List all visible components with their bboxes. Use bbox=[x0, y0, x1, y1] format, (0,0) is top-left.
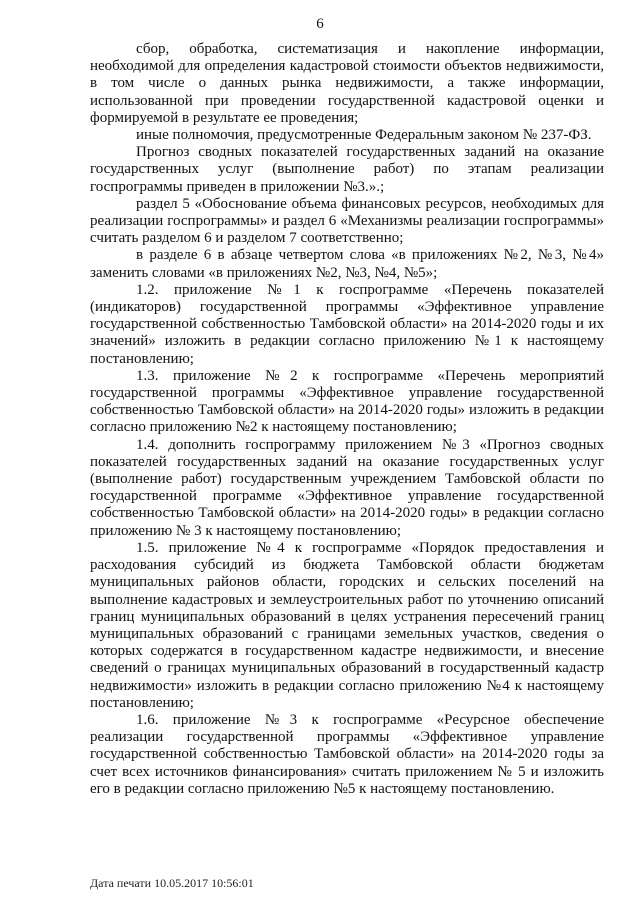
paragraph: в разделе 6 в абзаце четвертом слова «в приложениях №2, №3, №4» заменить словами «в приложениях №2, №3, №4, №5»; bbox=[90, 247, 604, 281]
paragraph: 1.5. приложение №4 к госпрограмме «Порядок предоставления и расходования субсидий из бюджета Тамбовской области бюджетам муниципальных районов области, городских и сельских поселений на выполнение кадастровых и землеустроительных работ по уточнению описаний границ муниципальных образований в целях устранения пересечений границ муниципальных образований с границами земельных участков, сведения о которых содержатся в государственном кадастре недвижимости, и внесение сведений о границах муниципальных образований в государственный кадастр недвижимости» изложить в редакции согласно приложению №4 к настоящему постановлению; bbox=[90, 539, 604, 711]
paragraph: 1.6. приложение №3 к госпрограмме «Ресурсное обеспечение реализации государственной программы «Эффективное управление государственной собственностью Тамбовской области» на 2014-2020 годы за счет всех источников финансирования» считать приложением № 5 и изложить его в редакции согласно приложению №5 к настоящему постановлению. bbox=[90, 711, 604, 797]
paragraph: Прогноз сводных показателей государственных заданий на оказание государственных услуг (выполнение работ) по этапам реализации госпрограммы приведен в приложении №3.».; bbox=[90, 144, 604, 195]
paragraph: иные полномочия, предусмотренные Федеральным законом № 237-ФЗ. bbox=[136, 127, 592, 144]
print-date-footer: Дата печати 10.05.2017 10:56:01 bbox=[90, 876, 254, 890]
paragraph: 1.3. приложение №2 к госпрограмме «Перечень мероприятий государственной программы «Эффективное управление государственной собственностью Тамбовской области» на 2014-2020 годы» изложить в редакции согласно приложению №2 к настоящему постановлению; bbox=[90, 367, 604, 436]
document-body bbox=[90, 41, 604, 798]
page-number: 6 bbox=[316, 16, 324, 32]
paragraph: раздел 5 «Обоснование объема финансовых ресурсов, необходимых для реализации госпрограммы» и раздел 6 «Механизмы реализации госпрограммы» считать разделом 6 и разделом 7 соответственно; bbox=[90, 195, 604, 247]
paragraph: 1.4. дополнить госпрограмму приложением №3 «Прогноз сводных показателей государственных заданий на оказание государственных услуг (выполнение работ) государственным учреждением Тамбовской области по государственной программе «Эффективное управление государственной собственностью Тамбовской области» на 2014-2020 годы» в редакции согласно приложению № 3 к настоящему постановлению; bbox=[90, 436, 604, 539]
paragraph: 1.2. приложение №1 к госпрограмме «Перечень показателей (индикаторов) государственной программы «Эффективное управление государственной собственностью Тамбовской области» на 2014-2020 годы и их значений» изложить в редакции согласно приложению №1 к настоящему постановлению; bbox=[90, 281, 604, 367]
paragraph: сбор, обработка, систематизация и накопление информации, необходимой для определения кадастровой стоимости объектов недвижимости, в том числе о данных рынка недвижимости, а также информации, использованной при проведении государственной кадастровой оценки и формируемой в результате ее проведения; bbox=[90, 41, 604, 126]
